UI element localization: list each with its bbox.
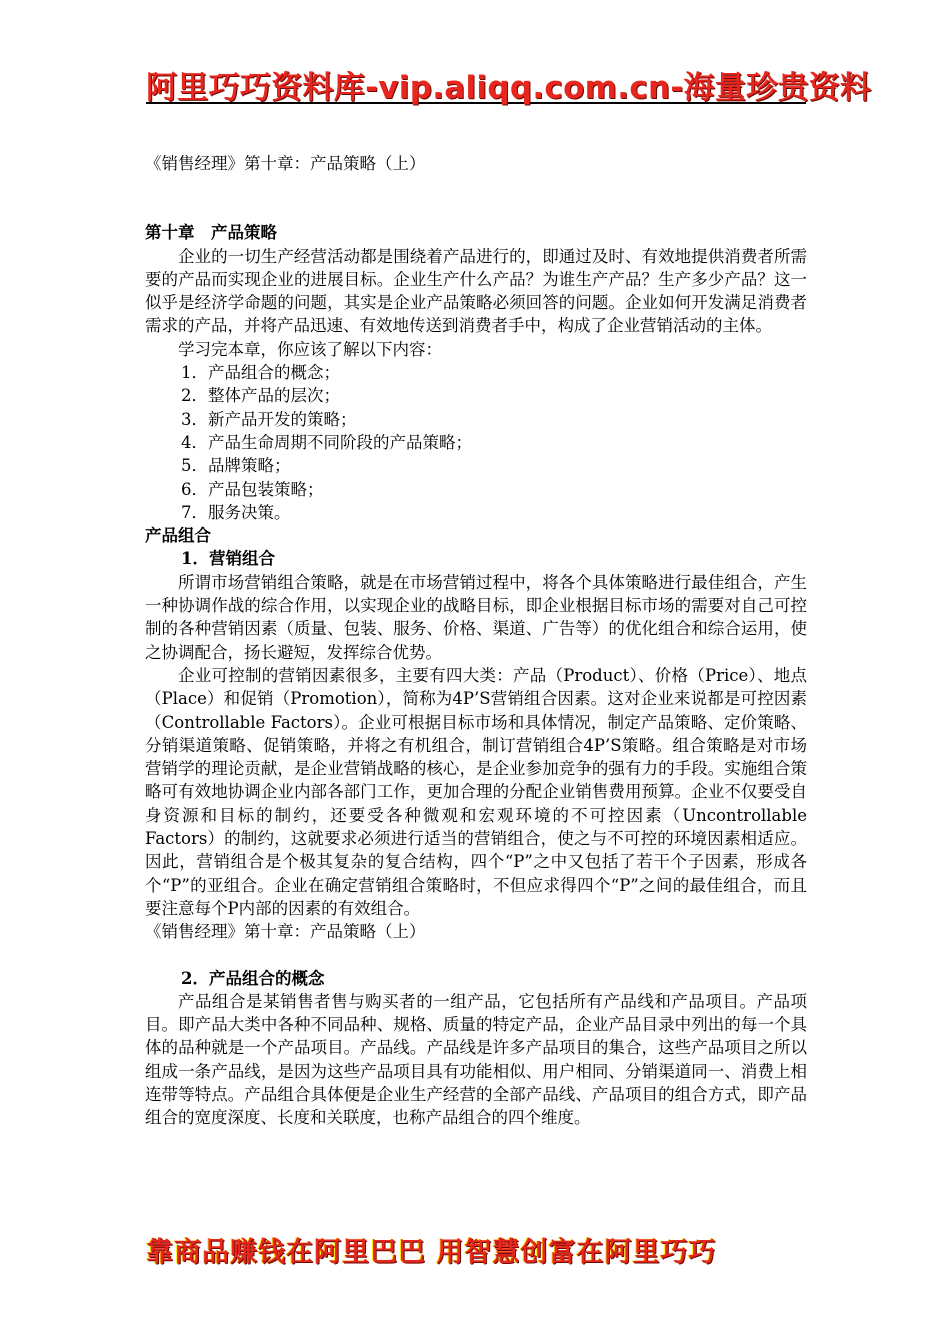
footer-banner (146, 1230, 806, 1270)
paragraph: 产品组合是某销售者售与购买者的一组产品，它包括所有产品线和产品项目。产品项目。即产品大类中各种不同品种、规格、质量的特定产品，企业产品目录中列出的每一个具体的品种就是一个产品项目。产品线。产品线是许多产品项目的集合，这些产品项目之所以组成一条产品线，是因为这些产品项目具有功能相似、用户相同、分销渠道同一、消费上相连带等特点。产品组合具体便是企业生产经营的全部产品线、产品项目的组合方式，即产品组合的宽度深度、长度和关联度，也称产品组合的四个维度。 (145, 991, 807, 1128)
section-heading: 产品组合 (145, 526, 211, 546)
document-body (145, 152, 807, 1130)
paragraph: 企业可控制的营销因素很多，主要有四大类：产品（Product）、价格（Price）、地点（Place）和促销（Promotion），简称为4P’S营销组合因素。这对企业来说都是可控因素（Controllable Factors）。企业可根据目标市场和具体情况，制定产品策略、定价策略、分销渠道策略、促销策略，并将之有机组合，制订营销组合4P’S策略。组合策略是对市场营销学的理论贡献，是企业营销战略的核心，是企业参加竞争的强有力的手段。实施组合策略可有效地协调企业内部各部门工作，更加合理的分配企业销售费用预算。企业不仅要受自身资源和目标的制约，还要受各种微观和宏观环境的不可控因素（Uncontrollable Factors）的制约，这就要求必须进行适当的营销组合，使之与不可控的环境因素相适应。因此，营销组合是个极其复杂的复合结构，四个“P”之中又包括了若干个子因素，形成各个“P”的亚组合。企业在确定营销组合策略时，不但应求得四个“P”之间的最佳组合，而且要注意每个P内部的因素的有效组合。 (145, 665, 807, 918)
learn-item: 6．产品包装策略； (181, 479, 324, 499)
header-banner-text: 阿里巧巧资料库-vip.aliqq.com.cn-海量珍贵资料 (146, 70, 872, 106)
learn-item: 5．品牌策略； (181, 456, 291, 476)
running-title: 《销售经理》第十章：产品策略（上） (145, 154, 426, 173)
learn-item: 3．新产品开发的策略； (181, 409, 357, 429)
learn-item: 1．产品组合的概念； (181, 363, 340, 383)
subsection-heading: 1．营销组合 (181, 549, 275, 569)
running-title: 《销售经理》第十章：产品策略（上） (145, 922, 426, 942)
learn-intro: 学习完本章，你应该了解以下内容： (178, 339, 442, 359)
chapter-heading: 第十章 产品策略 (145, 223, 277, 243)
header-banner (146, 60, 872, 106)
subsection-heading: 2．产品组合的概念 (181, 968, 325, 988)
paragraph: 所谓市场营销组合策略，就是在市场营销过程中，将各个具体策略进行最佳组合，产生一种协调作战的综合作用，以实现企业的战略目标，即企业根据目标市场的需要对自己可控制的各种营销因素（质量、包装、服务、价格、渠道、广告等）的优化组合和综合运用，使之协调配合，扬长避短，发挥综合优势。 (145, 572, 807, 662)
footer-banner-text: 靠商品赚钱在阿里巴巴 用智慧创富在阿里巧巧 (146, 1237, 717, 1268)
learn-item: 7．服务决策。 (181, 502, 291, 522)
learn-item: 2．整体产品的层次； (181, 386, 340, 406)
learn-item: 4．产品生命周期不同阶段的产品策略； (181, 432, 472, 452)
intro-paragraph: 企业的一切生产经营活动都是围绕着产品进行的，即通过及时、有效地提供消费者所需要的产品而实现企业的进展目标。企业生产什么产品？为谁生产产品？生产多少产品？这一似乎是经济学命题的问题，其实是企业产品策略必须回答的问题。企业如何开发满足消费者需求的产品，并将产品迅速、有效地传送到消费者手中，构成了企业营销活动的主体。 (145, 246, 807, 336)
